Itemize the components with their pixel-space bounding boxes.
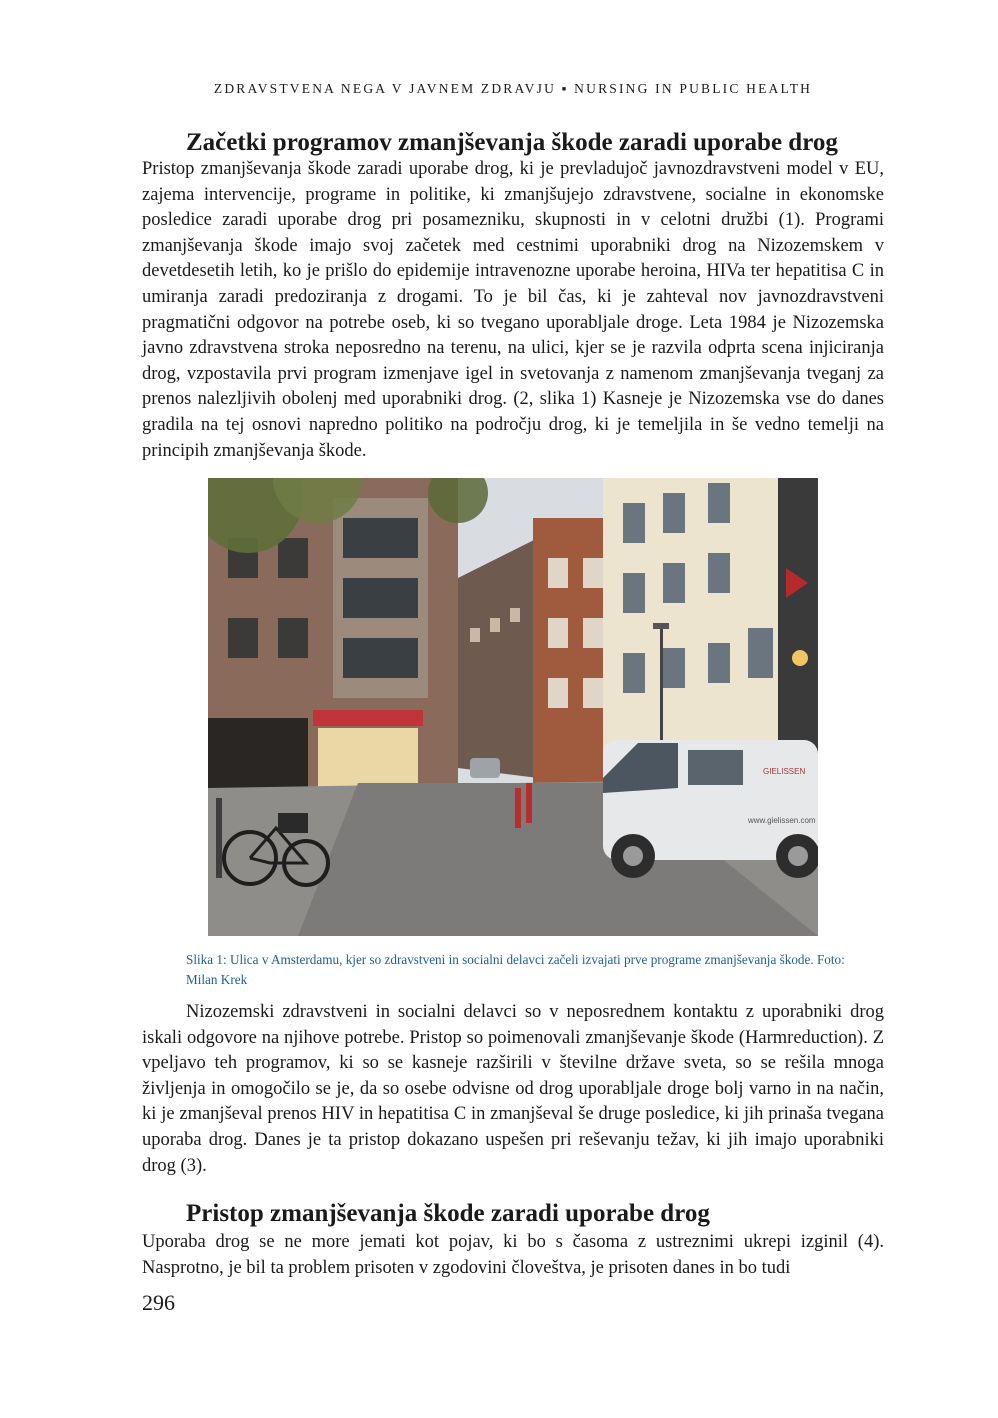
body-paragraph: Pristop zmanjševanja škode zaradi uporabe drog, ki je prevladujoč javnozdravstveni model v EU, zajema intervencije, programe in politike, ki zmanjšujejo zdravstvene, socialne in ekonomske posledice zaradi uporabe drog pri posamezniku, skupnosti in v celotni družbi (1). Programi zmanjševanja škode imajo svoj začetek med cestnimi uporabniki drog na Nizozemskem v devetdesetih letih, ko je prišlo do epidemije intravenozne uporabe heroina, HIVa ter hepatitisa C in umiranja zaradi predoziranja z drogami. To je bil čas, ki je zahteval nov javnozdravstveni pragmatični odgovor na potrebe oseb, ki so tvegano uporabljale droge. Leta 1984 je Nizozemska javno zdravstvena stroka neposredno na terenu, na ulici, kjer se je razvila odprta scena injiciranja drog, vzpostavila prvi program izmenjave igel in svetovanja z namenom zmanjševanja tveganj za prenos nalezljivih obolenj med uporabniki drog. (2, slika 1) Kasneje je Nizozemska vse do danes gradila na tej osnovi napredno politiko na področju drog, ki je temeljila in še vedno temelji na principih zmanjševanja škode. [142, 159, 884, 461]
page-number: 296 [142, 1290, 175, 1315]
van-brand-text: GIELISSEN [763, 767, 806, 776]
body-paragraph: Nizozemski zdravstveni in socialni delavci so v neposrednem kontaktu z uporabniki drog iskali odgovore na njihove potrebe. Pristop so poimenovali zmanjševanje škode (Harmreduction). Z vpeljavo teh programov, ki so se kasneje razširili v številne države sveta, so se rešila mnoga življenja in omogočilo se je, da so osebe odvisne od drog uporabljale droge bolj varno in na način, ki je zmanjševal prenos HIV in hepatitisa C in zmanjševal še druge posledice, ki jih prinaša tvegana uporaba drog. Danes je ta pristop dokazano uspešen pri reševanju težav, ki jih imajo uporabniki drog (3). [142, 1002, 884, 1176]
running-head: ZDRAVSTVENA NEGA V JAVNEM ZDRAVJU ▪ NURSING IN PUBLIC HEALTH [213, 81, 813, 96]
section-title: Začetki programov zmanjševanja škode zaradi uporabe drog [186, 129, 838, 156]
van-url-text: www.gielissen.com [748, 816, 816, 825]
section-title: Pristop zmanjševanja škode zaradi uporabe drog [186, 1200, 710, 1227]
body-paragraph: Uporaba drog se ne more jemati kot pojav, ki bo s časoma z ustreznimi ukrepi izginil (4). Nasprotno, je bil ta problem prisoten v zgodovini človeštva, je prisoten danes in bo tudi [142, 1232, 884, 1278]
street-photo [208, 478, 818, 936]
figure-caption: Slika 1: Ulica v Amsterdamu, kjer so zdravstveni in socialni delavci začeli izvajati prve programe zmanjševanja škode. Foto: Milan Krek [186, 952, 845, 987]
